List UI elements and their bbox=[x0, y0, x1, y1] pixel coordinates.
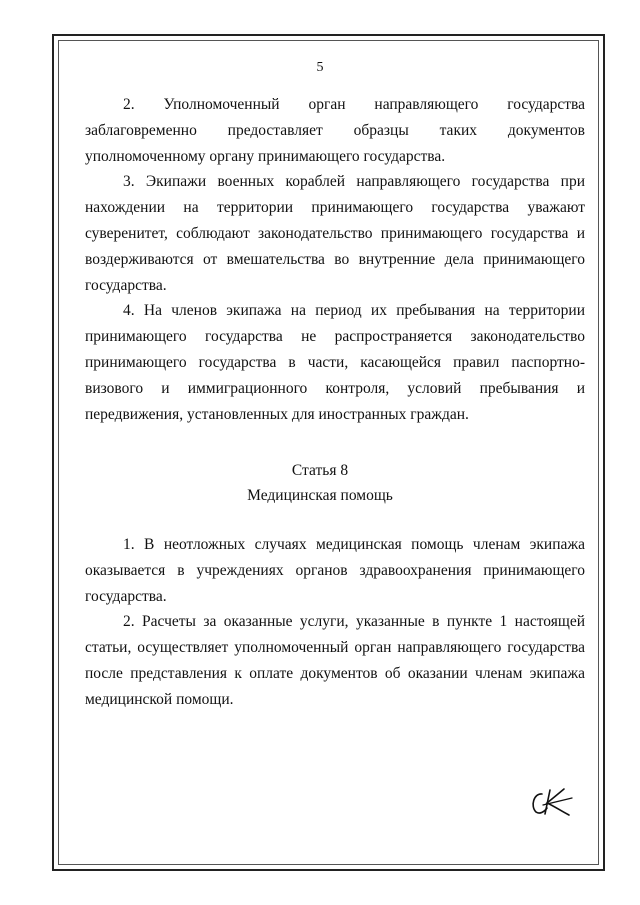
initials-signature bbox=[528, 784, 574, 820]
paragraph-1: 1. В неотложных случаях медицинская помощь членам экипажа оказывается в учреждениях органов здравоохранения принимающего государства. bbox=[85, 536, 585, 605]
article-number-heading: Статья 8 bbox=[291, 462, 349, 479]
page-number: 5 bbox=[316, 60, 324, 75]
paragraph-3: 3. Экипажи военных кораблей направляющего государства при нахождении на территории принимающего государства уважают суверенитет, соблюдают законодательство принимающего государства и воздерживаются от вмешательства во внутренние дела принимающего государства. bbox=[85, 173, 585, 294]
article-8-body bbox=[85, 532, 585, 713]
paragraph-4: 4. На членов экипажа на период их пребывания на территории принимающего государства не распространяется законодательство принимающего государства в части, касающейся правил паспортно-визового и иммиграционного контроля, условий пребывания и передвижения, установленных для иностранных граждан. bbox=[85, 302, 585, 423]
article-7-continuation bbox=[85, 92, 585, 427]
paragraph-2: 2. Уполномоченный орган направляющего государства заблаговременно предоставляет образцы таких документов уполномоченному органу принимающего государства. bbox=[85, 96, 585, 165]
paragraph-2: 2. Расчеты за оказанные услуги, указанные в пункте 1 настоящей статьи, осуществляет уполномоченный орган направляющего государства после представления к оплате документов об оказании членам экипажа медицинской помощи. bbox=[85, 613, 585, 708]
article-title-heading: Медицинская помощь bbox=[247, 487, 393, 504]
